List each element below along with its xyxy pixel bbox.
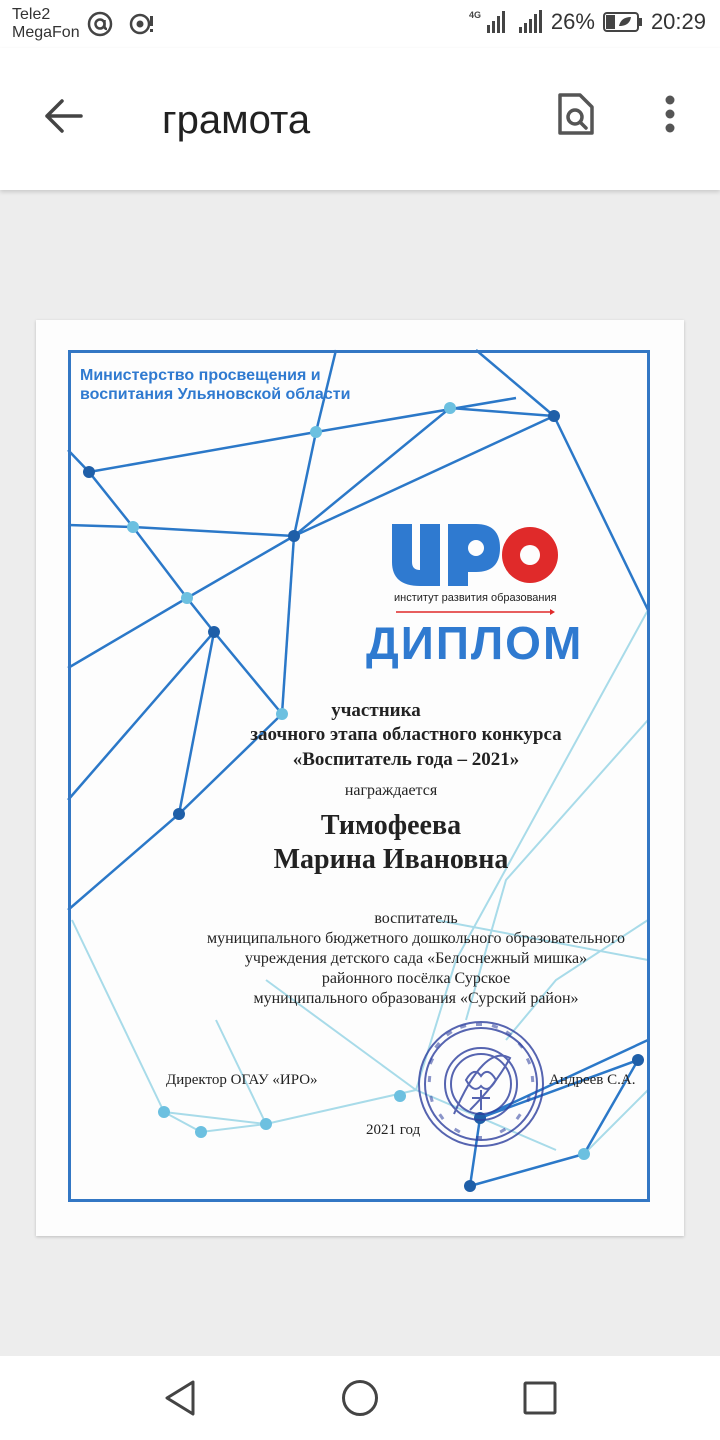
awarded-line: награждается [344,782,438,799]
network-type-label: 4G [468,10,481,20]
battery-saver-icon [603,11,643,33]
nav-recents-button[interactable] [516,1374,564,1422]
circle-home-icon [340,1378,380,1418]
status-right [469,9,706,35]
iro-logo [390,520,560,590]
award-year: 2021 год [366,1122,421,1138]
ministry-name: Министерство просвещения и воспитания Ульяновской области [80,367,351,403]
system-navigation-bar [0,1356,720,1440]
red-underline-decoration [394,608,556,616]
director-title: Директор ОГАУ «ИРО» [166,1072,318,1088]
stage-line: заочного этапа областного конкурса [250,724,562,745]
signal-strength-icon [517,9,543,35]
logo-subtitle: институт развития образования [394,592,557,604]
recipient-surname: Тимофеева [320,810,462,841]
document-page[interactable] [36,320,684,1236]
more-options-button[interactable] [642,86,698,142]
search-in-document-button[interactable] [548,86,604,142]
organization-line-1: муниципального бюджетного дошкольного образовательного [206,930,626,947]
diploma-heading: ДИПЛОМ [366,617,584,669]
document-search-icon [556,91,596,137]
carrier-names [12,6,80,42]
triangle-back-icon [163,1379,197,1417]
participant-line: участника [331,700,421,721]
carrier-1: Tele2 [12,6,51,23]
nav-home-button[interactable] [336,1374,384,1422]
back-button[interactable] [36,88,92,144]
organization-line-2: учреждения детского сада «Белоснежный мишка» [244,950,588,967]
carrier-2: MegaFon [12,24,80,41]
organization-line-3: районного посёлка Сурское [321,970,511,987]
square-recents-icon [522,1380,558,1416]
app-bar [0,48,720,190]
mobile-signal-4g-icon [469,9,509,35]
contest-name: «Воспитатель года – 2021» [292,749,520,770]
recipient-position: воспитатель [374,910,458,927]
director-name: Андреев С.А. [549,1072,636,1088]
hotspot-icon [128,10,156,38]
clock: 20:29 [650,9,706,34]
status-bar [0,0,720,48]
nav-back-button[interactable] [156,1374,204,1422]
page-title: грамота [162,98,311,142]
more-vertical-icon [664,94,676,134]
arrow-left-icon [44,98,84,134]
recipient-name: Марина Ивановна [273,844,509,875]
organization-line-4: муниципального образования «Сурский район» [253,990,579,1007]
at-sign-icon [86,10,114,38]
battery-percent: 26% [550,9,595,34]
